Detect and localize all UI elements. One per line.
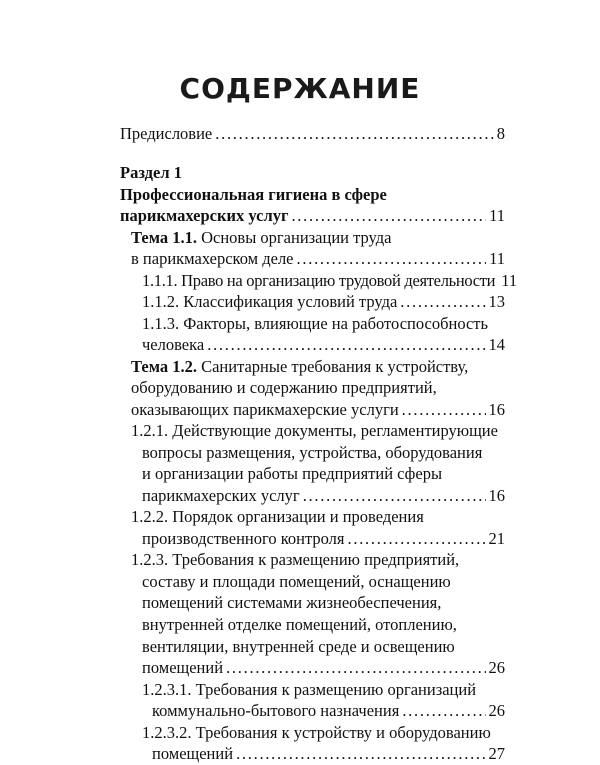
- toc-page-number: 13: [488, 292, 505, 312]
- toc-entry-1-1-3-line: 1.1.3. Факторы, влияющие на работоспособность: [142, 313, 489, 333]
- toc-entry-section-1: [120, 205, 505, 227]
- topic-title: Основы организации труда: [196, 227, 392, 247]
- topic-title: Санитарные требования к устройству,: [196, 356, 469, 376]
- section-title-line: Профессиональная гигиена в сфере: [120, 184, 387, 204]
- toc-entry-label: производственного контроля: [142, 528, 345, 548]
- toc-entry-label: помещений: [152, 744, 234, 763]
- toc-entry-label: парикмахерских услуг: [120, 206, 289, 226]
- dot-leader: [226, 657, 485, 679]
- toc-entry-1-2-1-line: и организации работы предприятий сферы: [142, 464, 443, 484]
- toc-entry-1-2-1-line: 1.2.1. Действующие документы, регламентирующие: [131, 421, 498, 441]
- dot-leader: [402, 399, 486, 421]
- dot-leader: [400, 291, 485, 313]
- toc-entry-1-2-2-line: 1.2.2. Порядок организации и проведения: [131, 507, 424, 527]
- dot-leader: [303, 485, 486, 507]
- toc-entry-1-2-3-line: составу и площади помещений, оснащению: [142, 571, 451, 591]
- toc-page-number: 21: [488, 528, 505, 548]
- toc-entry-1-2-3-1: [152, 700, 505, 722]
- toc-entry-1-1-3: [142, 334, 505, 356]
- dot-leader: [291, 205, 486, 227]
- toc-entry-1-2-1-line: вопросы размещения, устройства, оборудования: [142, 442, 483, 462]
- topic-1-2-line: [131, 356, 468, 378]
- dot-leader: [297, 248, 487, 270]
- toc-entry-1-2-3-1-line: 1.2.3.1. Требования к размещению организаций: [142, 679, 477, 699]
- toc-page-number: 8: [496, 124, 505, 143]
- toc-entry-1-2-3: [142, 657, 505, 679]
- toc-entry-1-2-3-2: [152, 743, 505, 765]
- topic-prefix: Тема 1.1.: [131, 227, 197, 247]
- toc-entry-label: парикмахерских услуг: [142, 485, 300, 505]
- toc-entry-1-2-3-2-line: 1.2.3.2. Требования к устройству и оборудованию: [142, 722, 491, 742]
- toc-entry-label: Предисловие: [120, 124, 213, 143]
- dot-leader: [402, 700, 485, 722]
- toc-entry-label: коммунально-бытового назначения: [152, 701, 400, 720]
- toc-entry-label: оказывающих парикмахерские услуги: [131, 399, 399, 419]
- toc-entry-label: помещений: [142, 658, 224, 677]
- toc-entry-1-2-3-line: вентиляции, внутренней среде и освещению: [142, 636, 455, 656]
- toc-page-number: 14: [488, 335, 505, 355]
- toc-entry-label: 1.1.1. Право на организацию трудовой деятельности: [142, 270, 496, 290]
- toc-entry-1-2-3-line: 1.2.3. Требования к размещению предприятий,: [131, 550, 460, 570]
- toc-entry-1-2-3-line: внутренней отделке помещений, отоплению,: [142, 614, 457, 634]
- toc-page-number: 27: [488, 744, 505, 763]
- dot-leader: [207, 334, 485, 356]
- toc-entry-1-1-1: [142, 270, 518, 292]
- toc-entry-1-2-3-line: помещений системами жизнеобеспечения,: [142, 593, 442, 613]
- toc-page-number: 11: [489, 249, 505, 269]
- toc-entry-label: в парикмахерском деле: [131, 249, 294, 269]
- topic-1-2-line: оборудованию и содержанию предприятий,: [131, 378, 437, 398]
- page-title: СОДЕРЖАНИЕ: [179, 72, 421, 105]
- toc-entry-label: человека: [142, 335, 205, 355]
- dot-leader: [215, 123, 494, 145]
- toc-entry-topic-1-1: [131, 248, 505, 270]
- toc-entry-label: 1.1.2. Классификация условий труда: [142, 292, 398, 312]
- toc-page-number: 26: [488, 658, 505, 677]
- toc-entry-1-2-1: [142, 485, 505, 507]
- topic-prefix: Тема 1.2.: [131, 356, 197, 376]
- toc-page-number: 11: [501, 270, 518, 290]
- dot-leader: [236, 743, 485, 765]
- toc-page-number: 16: [488, 399, 505, 419]
- toc-page-number: 11: [489, 206, 505, 226]
- toc-entry-1-2-2: [142, 528, 505, 550]
- toc-entry-1-1-2: [142, 291, 505, 313]
- toc-page-number: 26: [488, 701, 505, 720]
- dot-leader: [348, 528, 486, 550]
- section-heading: Раздел 1: [120, 163, 182, 183]
- toc-page-number: 16: [488, 485, 505, 505]
- toc-entry-topic-1-2: [131, 399, 505, 421]
- toc-entry-preface: [120, 123, 505, 145]
- topic-1-1-line: [131, 227, 391, 249]
